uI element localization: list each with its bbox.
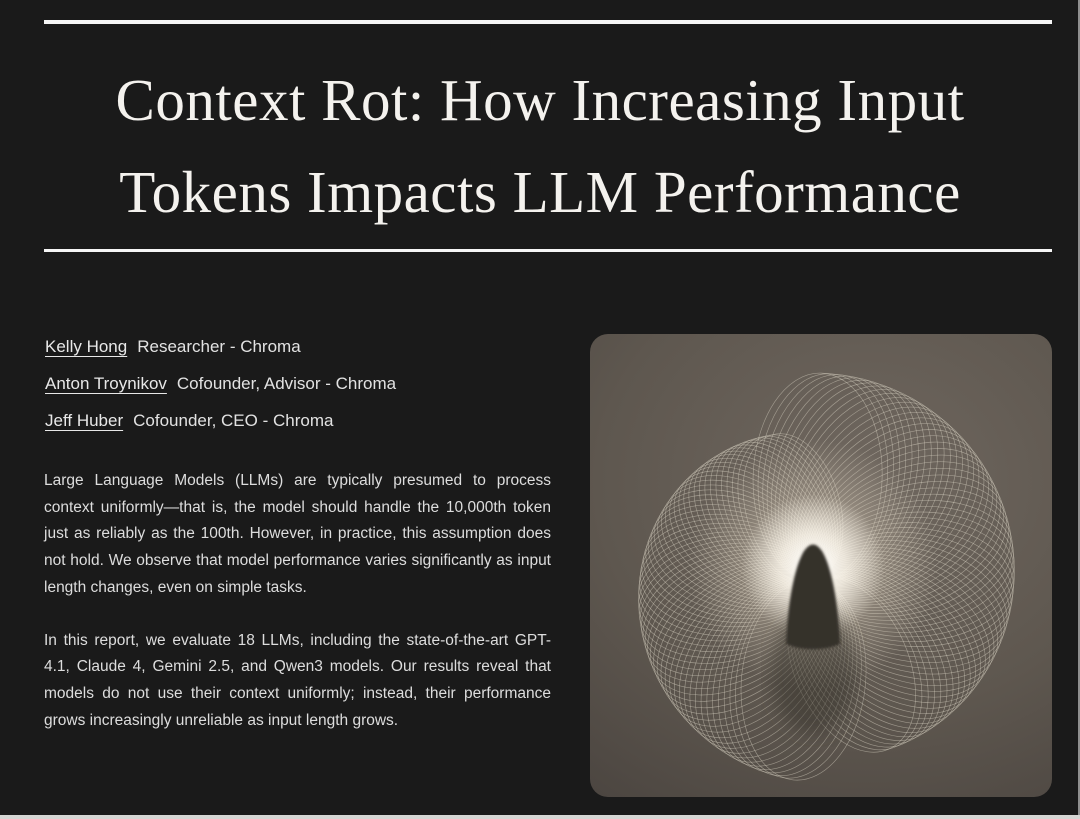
author-name-link[interactable]: Kelly Hong [45, 337, 128, 356]
page-title-line-1: Context Rot: How Increasing Input [115, 67, 965, 133]
author-list [45, 336, 396, 447]
author-row [45, 336, 396, 358]
abstract-paragraph-1: Large Language Models (LLMs) are typically presumed to process context uniformly—that is, the model should handle the 10,000th token just as reliably as the 100th. However, in practice, this assumption does not hold. We observe that model performance varies significantly as input length changes, even on simple tasks. [44, 472, 551, 596]
page-title [0, 54, 1080, 238]
hero-image-spirograph-artwork [590, 334, 1052, 797]
author-role: Researcher - Chroma [137, 337, 301, 356]
author-name-link[interactable]: Anton Troynikov [45, 374, 167, 393]
bottom-section-edge [0, 815, 1080, 819]
spirograph-svg [590, 334, 1052, 797]
page-title-line-2: Tokens Impacts LLM Performance [119, 159, 961, 225]
abstract [44, 468, 551, 734]
author-row [45, 373, 396, 395]
abstract-paragraph-2: In this report, we evaluate 18 LLMs, including the state-of-the-art GPT-4.1, Claude 4, Gemini 2.5, and Qwen3 models. Our results reveal that models do not use their context uniformly; instead, their performance grows increasingly unreliable as input length grows. [44, 631, 551, 729]
author-role: Cofounder, CEO - Chroma [133, 411, 334, 430]
title-divider [44, 249, 1052, 252]
author-name-link[interactable]: Jeff Huber [45, 411, 124, 430]
author-role: Cofounder, Advisor - Chroma [176, 374, 397, 393]
top-rule [44, 20, 1052, 24]
author-row [45, 410, 396, 432]
